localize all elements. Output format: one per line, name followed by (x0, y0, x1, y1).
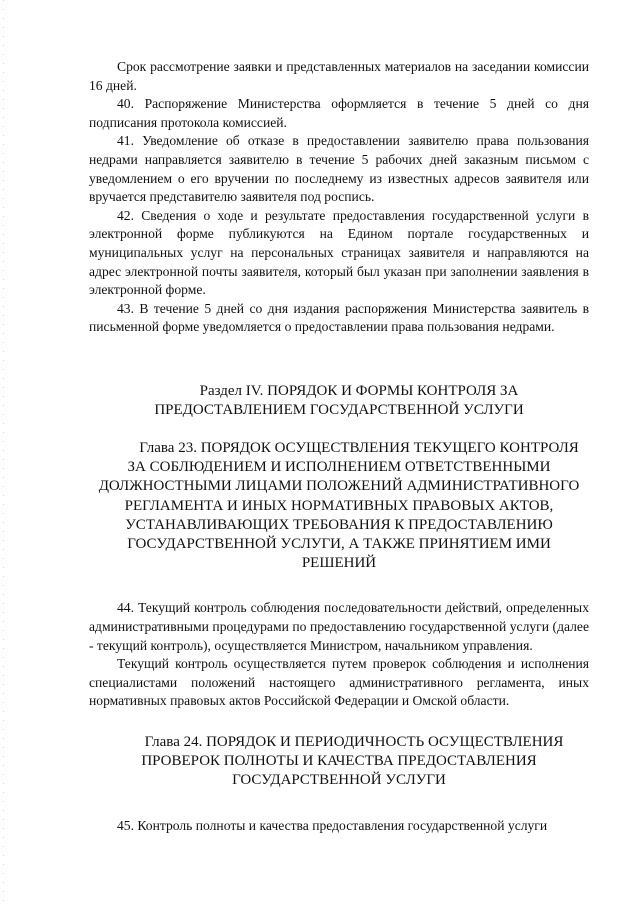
chapter-24-heading (89, 733, 589, 791)
chapter-23-line: РЕШЕНИЙ (301, 555, 377, 572)
chapter-23-line: ГОСУДАРСТВЕННОЙ УСЛУГИ, А ТАКЖЕ ПРИНЯТИЕМ ИМИ (127, 535, 551, 552)
paragraph-44: 44. Текущий контроль соблюдения последовательности действий, определенных административными процедурами по предоставлению государственной услуги (далее - текущий контроль), осуществляется Министром, начальником управления. (89, 600, 589, 653)
paragraph-43: 43. В течение 5 дней со дня издания распоряжения Министерства заявитель в письменной форме уведомляется о предоставлении права пользования недрами. (89, 300, 589, 335)
chapter-23-heading (89, 439, 589, 573)
paragraph-40: 40. Распоряжение Министерства оформляется в течение 5 дней со дня подписания протокола комиссией. (89, 96, 589, 130)
chapter-24-line: ГОСУДАРСТВЕННОЙ УСЛУГИ (232, 772, 446, 789)
section-title-line-2: ПРЕДОСТАВЛЕНИЕМ ГОСУДАРСТВЕННОЙ УСЛУГИ (154, 401, 524, 418)
chapter-23-line: УСТАНАВЛИВАЮЩИХ ТРЕБОВАНИЯ К ПРЕДОСТАВЛЕНИЮ (125, 516, 553, 533)
paragraph-44-cont: Текущий контроль осуществляется путем проверок соблюдения и исполнения специалистами положений настоящего административного регламента, иных нормативных правовых актов Российской Федерации и Омской области. (89, 656, 589, 709)
section-title-line-1: Раздел IV. ПОРЯДОК И ФОРМЫ КОНТРОЛЯ ЗА (199, 382, 519, 399)
paragraph-45: 45. Контроль полноты и качества предоставления государственной услуги (117, 817, 548, 833)
chapter-24-line: Глава 24. ПОРЯДОК И ПЕРИОДИЧНОСТЬ ОСУЩЕСТВЛЕНИЯ (144, 733, 564, 750)
scan-edge (3, 0, 4, 905)
chapter-23-line: ЗА СОБЛЮДЕНИЕМ И ИСПОЛНЕНИЕМ ОТВЕТСТВЕННЫМИ (127, 459, 551, 476)
paragraph-41: 41. Уведомление об отказе в предоставлении заявителю права пользования недрами направляется заявителю в течение 5 рабочих дней заказным письмом с уведомлением о его вручении по последнему из известных адресов заявителя или вручается представителю заявителя под роспись. (89, 133, 589, 205)
chapter-23-line: Глава 23. ПОРЯДОК ОСУЩЕСТВЛЕНИЯ ТЕКУЩЕГО КОНТРОЛЯ (139, 439, 579, 456)
paragraph-39-cont: Срок рассмотрение заявки и представленных материалов на заседании комиссии 16 дней. (89, 59, 589, 93)
paragraph-42: 42. Сведения о ходе и результате предоставления государственной услуги в электронной форме публикуются на Едином портале государственных и муниципальных услуг на персональных страницах заявителя и направляются на адрес электронной почты заявителя, который был указан при заполнении заявления в электронной форме. (89, 207, 589, 298)
chapter-24-line: ПРОВЕРОК ПОЛНОТЫ И КАЧЕСТВА ПРЕДОСТАВЛЕНИЯ (141, 753, 537, 770)
chapter-23-line: ДОЛЖНОСТНЫМИ ЛИЦАМИ ПОЛОЖЕНИЙ АДМИНИСТРАТИВНОГО (98, 478, 580, 495)
section-heading (89, 382, 589, 420)
document-body (89, 58, 589, 835)
chapter-23-line: РЕГЛАМЕНТА И ИНЫХ НОРМАТИВНЫХ ПРАВОВЫХ АКТОВ, (124, 497, 554, 514)
